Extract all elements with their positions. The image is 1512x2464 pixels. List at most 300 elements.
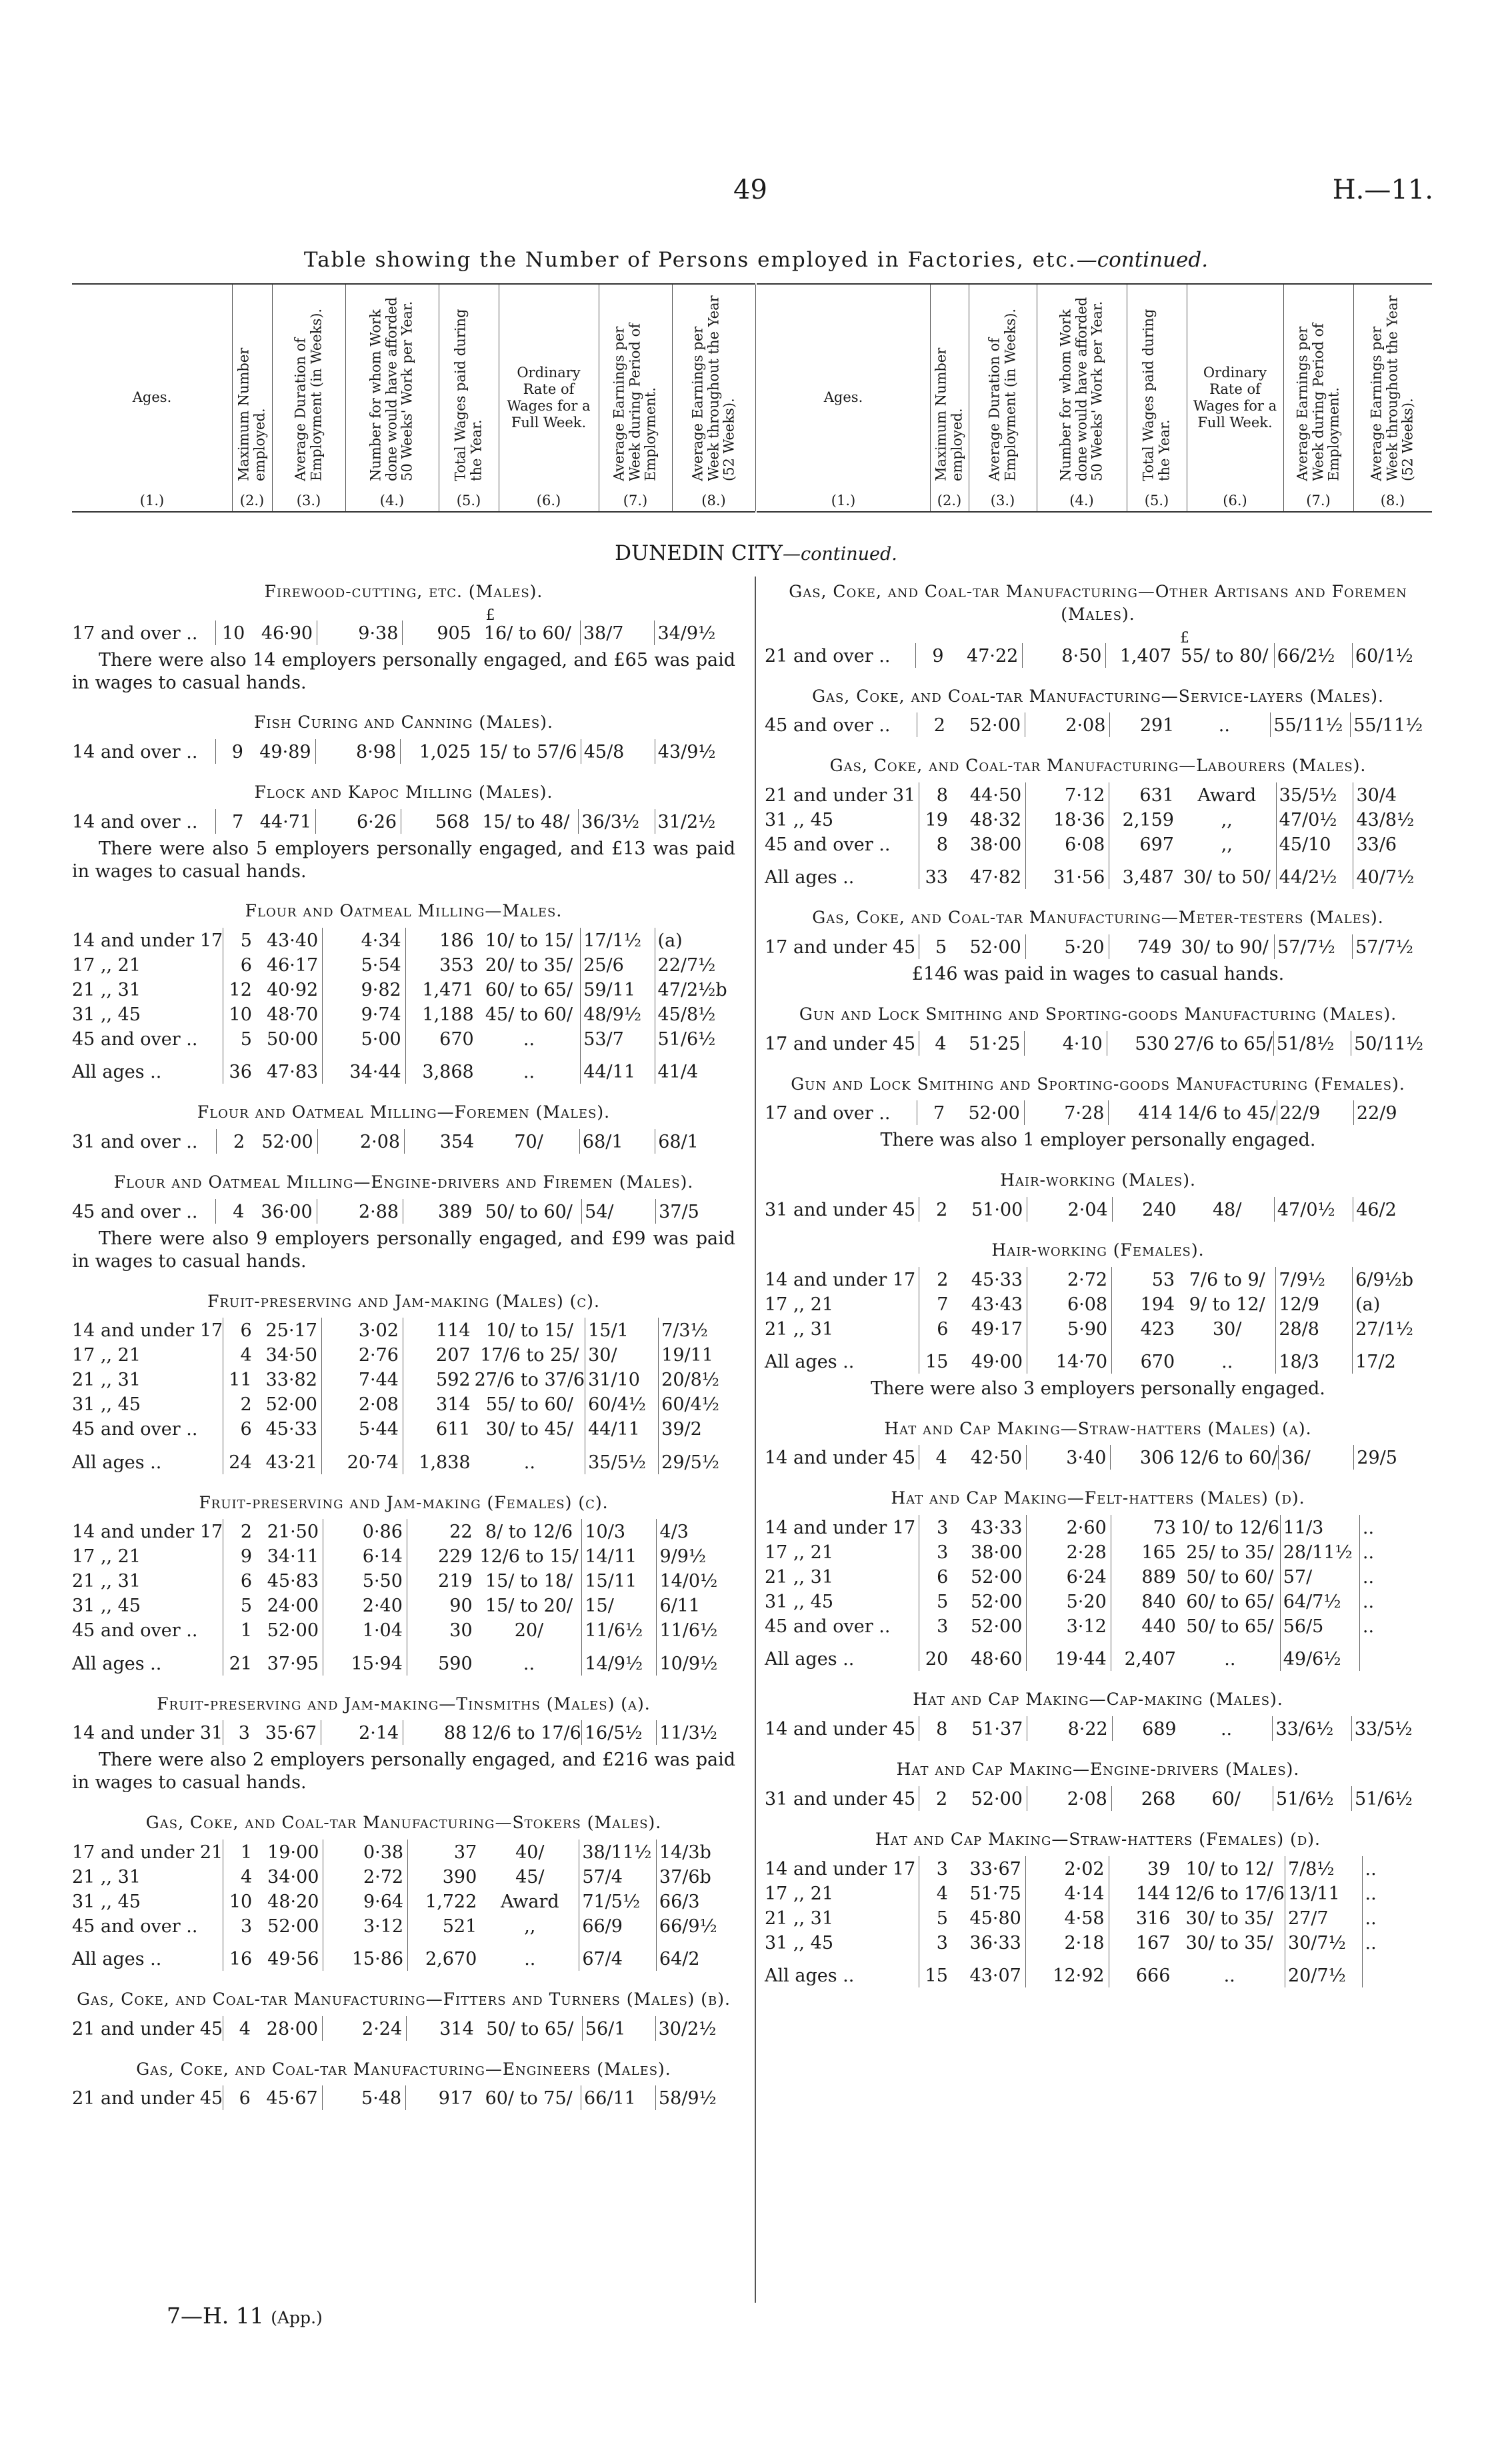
cell: 31 and over .. [72,1132,198,1153]
cell: 14/0½ [657,1568,735,1593]
cell: 27/6 to 65/ [1173,1033,1273,1054]
cell: 30/ to 50/ [1183,867,1271,888]
cell: 45/8 [581,739,655,764]
cell: 27/7 [1285,1905,1362,1930]
cell: 14 and under 17 [765,1518,916,1539]
cell: 9/ to 12/ [1189,1294,1265,1315]
table-row [765,1316,1431,1341]
cell: 42·50 [970,1448,1023,1469]
cell: 530 [1107,1031,1173,1056]
cell: 66/3 [656,1889,735,1913]
cell: .. [1224,1649,1236,1670]
cell: 2·72 [1027,1267,1112,1292]
left-section-0 [72,581,735,694]
left-section-6 [72,1290,735,1474]
header-num-1: (1.) [139,493,165,509]
cell: .. [1218,715,1230,736]
cell: 1 [223,1840,256,1864]
total-row [72,1938,735,1971]
table-row [72,1889,735,1913]
cell: 48/ [1213,1199,1242,1220]
cell: 43·07 [969,1965,1021,1987]
cell: 52·00 [969,715,1021,736]
cell: 51/6½ [1273,1786,1351,1811]
cell: 306 [1111,1445,1179,1470]
cell: 17 ,, 21 [72,1345,141,1366]
cell: 17 ,, 21 [72,1546,141,1568]
cell: 167 [1109,1930,1174,1955]
cell: All ages .. [72,1653,162,1674]
cell: 2 [919,1786,951,1811]
cell: 7 [919,1292,953,1316]
cell: 2·60 [1027,1515,1111,1540]
table-row [72,1026,735,1051]
cell: .. [1362,1856,1431,1881]
cell: 18·36 [1026,807,1109,832]
table-row [72,1840,735,1864]
cell: 52·00 [971,1567,1023,1588]
right-section-12 [765,1828,1431,1987]
cell: 21 ,, 31 [72,1370,141,1391]
cell: 7·12 [1026,782,1109,807]
section-table [765,1197,1431,1222]
header-col6-right: Ordinary Rate of Wages for a Full Week. [1187,285,1284,511]
cell: 36·00 [261,1201,313,1222]
cell: 55/ to 60/ [485,1394,573,1416]
cell: 2·18 [1025,1930,1109,1955]
cell: 14 and under 17 [765,1269,916,1290]
section-title: Flour and Oatmeal Milling—Foremen (Males). [197,1102,611,1122]
cell: 9 [916,643,948,668]
total-row [72,1643,735,1676]
cell: 21 ,, 31 [765,1567,834,1588]
cell: 10/9½ [657,1643,735,1676]
cell: 7·44 [321,1367,403,1392]
cell: 15·94 [323,1643,407,1676]
cell: 4·58 [1025,1905,1109,1930]
cell: 14 and over .. [72,742,198,763]
table-row [765,1614,1431,1638]
section-table [765,782,1431,889]
cell: 30/ to 90/ [1181,937,1269,958]
section-title: Gun and Lock Smithing and Sporting-goods Manufacturing (Males). [799,1004,1397,1024]
cell: .. [523,1452,535,1473]
cell: 15/ to 20/ [485,1596,573,1617]
cell: 52·00 [968,1103,1020,1124]
cell: 31 ,, 45 [72,1004,141,1026]
cell: 2·28 [1027,1540,1111,1564]
right-section-8 [765,1418,1431,1470]
table-row [72,977,735,1002]
cell: 45 and over .. [72,1620,198,1642]
cell: 14/3b [656,1840,735,1864]
section-title: Gas, Coke, and Coal-tar Manufacturing—Fitters and Turners (Males) (b). [77,1989,731,2009]
cell: 2·88 [317,1199,403,1224]
table-row [765,782,1431,807]
cell: 7/8½ [1285,1856,1362,1881]
cell: 11/3½ [657,1720,735,1745]
cell: 15/ [582,1593,657,1618]
section-title: Fruit-preserving and Jam-making (Females) (c). [199,1492,609,1512]
cell: 592 [403,1367,474,1392]
section-table [72,1129,735,1154]
cell: 14 and under 17 [72,930,223,952]
cell: 52·00 [267,1915,319,1937]
cell: 14 and under 17 [765,1858,916,1879]
column-divider [755,577,756,2303]
cell: 60/4½ [585,1392,659,1416]
cell: 21 ,, 31 [72,1571,141,1592]
cell: 3 [223,1913,256,1938]
cell: 1,722 [408,1889,481,1913]
cell: 15 [919,1955,951,1987]
cell: 43/8½ [1353,807,1431,832]
cell: 6 [223,1568,256,1593]
cell: 21 ,, 31 [765,1907,834,1929]
cell: 1 [223,1618,256,1642]
cell: 440 [1111,1614,1180,1638]
cell: 9 [215,739,247,764]
cell: 2·14 [321,1720,403,1745]
section-table [72,2085,735,2110]
cell: 7 [917,1100,949,1125]
section-table [765,1100,1431,1125]
header-col7-right: Average Earnings per Week during Period of Employment. (7.) [1283,285,1354,511]
page-number: 49 [733,175,767,205]
cell: 521 [408,1913,481,1938]
cell: 17 and over .. [765,1103,891,1124]
cell: 49·89 [259,742,311,763]
cell: 1,407 [1106,643,1175,668]
cell: 55/11½ [1351,712,1431,737]
cell: 2,159 [1109,807,1178,832]
cell: 4·34 [323,928,405,952]
table-row [765,1564,1431,1589]
cell: .. [1359,1515,1431,1540]
cell: 34·44 [323,1051,405,1084]
cell: .. [1362,1881,1431,1905]
section-table [765,1515,1431,1671]
cell: 35·67 [265,1723,317,1744]
table-title-continued: —continued. [1076,248,1209,272]
cell: 28·00 [266,2018,319,2039]
cell: 45·80 [969,1907,1021,1929]
cell: 2·08 [317,1129,404,1154]
table-row [72,1129,735,1154]
table-row [72,809,735,834]
cell: 21 and under 45 [72,2088,223,2109]
cell: 6 [223,1416,256,1441]
table-row [765,1589,1431,1614]
cell: 3·12 [323,1913,408,1938]
cell: 17 and over .. [72,622,198,644]
section-note: £146 was paid in wages to casual hands. [911,964,1285,985]
section-title: Hat and Cap Making—Cap-making (Males). [913,1690,1283,1710]
cell: 20/ to 35/ [485,955,573,976]
cell: 3 [919,1930,951,1955]
cell: 40/7½ [1353,856,1431,889]
cell: 14 and under 45 [765,1448,916,1469]
left-section-1 [72,711,735,764]
cell: 17 and under 45 [765,1033,916,1054]
cell: 47/0½ [1276,807,1353,832]
cell: 10 [223,1889,256,1913]
table-title-text: Table showing the Number of Persons employed in Factories, etc. [303,248,1077,272]
cell: 6/11 [657,1593,735,1618]
cell: 10 [215,620,249,645]
table-row [765,832,1431,856]
cell: 17 and under 45 [765,937,916,958]
cell: 6·08 [1026,832,1109,856]
cell: 12/6 to 15/ [479,1546,579,1568]
section-table [765,1445,1431,1470]
cell: 2 [917,712,949,737]
cell: 33/6 [1353,832,1431,856]
cell: 3·12 [1027,1614,1111,1638]
cell: 33 [919,856,952,889]
cell: 44/11 [581,1051,655,1084]
cell: 68/1 [579,1129,655,1154]
cell: 45·67 [266,2088,318,2109]
section-table [72,809,735,834]
cell: 2·24 [323,2016,407,2041]
cell: 16/ to 60/ [483,622,571,644]
cell: 31 ,, 45 [765,810,834,831]
cell: 3,868 [405,1051,477,1084]
cell: 37/6b [656,1864,735,1889]
cell: 25·17 [265,1320,317,1342]
cell: 52·00 [265,1394,317,1416]
cell: 44/2½ [1276,856,1353,889]
cell: 31 and under 45 [765,1199,916,1220]
cell: 3,487 [1109,856,1178,889]
left-section-10 [72,1988,735,2041]
cell: 22 [407,1519,476,1544]
table-row [72,2085,735,2110]
cell: 6 [223,2085,255,2110]
section-title: Hat and Cap Making—Engine-drivers (Males). [896,1760,1300,1780]
section-table [765,934,1431,959]
cell: 35/5½ [585,1442,659,1474]
cell: 53 [1112,1267,1179,1292]
cell: 35/5½ [1276,782,1353,807]
cell: 22/9 [1353,1100,1431,1125]
cell: 43·21 [265,1452,317,1473]
cell: 19·44 [1027,1638,1111,1671]
cell: 5·50 [323,1568,407,1593]
cell: Award [1197,785,1257,806]
table-row [765,1881,1431,1905]
cell: 2·08 [1027,1786,1111,1811]
cell: 30/ to 45/ [485,1419,573,1440]
left-section-11 [72,2058,735,2111]
cell: 43·43 [971,1294,1023,1315]
cell: 354 [405,1129,479,1154]
header-col8-right: Average Earnings per Week throughout the Year (52 Weeks). (8.) [1368,295,1416,509]
cell: 31 and under 45 [765,1789,916,1810]
cell: 7/9½ [1276,1267,1353,1292]
cell: 5 [919,1905,951,1930]
cell: 240 [1112,1197,1180,1222]
cell: 21 ,, 31 [765,1318,834,1340]
cell: 45·33 [265,1419,317,1440]
cell: 21 ,, 31 [72,1866,141,1887]
section-title: Gas, Coke, and Coal-tar Manufacturing—Meter-testers (Males). [812,908,1384,928]
cell: 51·37 [971,1719,1023,1740]
cell: 7·28 [1024,1100,1109,1125]
cell: 50/ to 60/ [485,1201,573,1222]
cell: 5 [919,1589,953,1614]
right-section-9 [765,1487,1431,1671]
cell: 49·56 [267,1948,319,1969]
cell: 3·40 [1027,1445,1111,1470]
table-row [72,1519,735,1544]
cell: 7/3½ [659,1318,735,1342]
section-title: Hat and Cap Making—Straw-hatters (Males) (a). [884,1418,1312,1438]
cell: 611 [403,1416,474,1441]
header-col8: Average Earnings per Week throughout the Year (52 Weeks). (8.) [672,285,756,511]
cell: 697 [1109,832,1178,856]
cell: 45/ [515,1866,545,1887]
cell: 47·22 [967,645,1019,666]
cell: 37·95 [267,1653,319,1674]
cell: 48·70 [266,1004,319,1026]
table-row [765,1292,1431,1316]
cell: 2,407 [1111,1638,1180,1671]
cell: 15/11 [582,1568,657,1593]
cell: 2·08 [321,1392,403,1416]
total-row [765,1341,1431,1374]
section-table [765,712,1431,737]
cell: 414 [1109,1100,1177,1125]
cell: 9·74 [323,1002,405,1026]
cell: 20 [919,1638,953,1671]
section-title: Hat and Cap Making—Felt-hatters (Males) (d). [891,1488,1305,1508]
section-table [72,1720,735,1745]
cell: 4 [919,1445,951,1470]
cell: 353 [405,952,477,977]
cell: 16/5½ [581,1720,656,1745]
cell: 25/ to 35/ [1186,1542,1274,1564]
cell: 56/1 [582,2016,655,2041]
section-note: There were also 9 employers personally engaged, and £99 was paid in wages to casual hands. [72,1228,735,1272]
cell: 43/9½ [655,739,735,764]
cell: 10/ to 12/6 [1180,1518,1280,1539]
cell: 17/2 [1353,1341,1431,1374]
header-col4: Number for whom Work done would have afforded 50 Weeks' Work per Year. (4.) [345,285,439,511]
cell: 749 [1109,934,1176,959]
cell: 1,188 [405,1002,477,1026]
cell: 2,670 [408,1938,481,1971]
table-row [72,739,735,764]
header-col2: Maximum Number employed. (2.) [232,285,273,511]
cell: 917 [406,2085,477,2110]
right-section-2 [765,754,1431,889]
cell: 38/7 [580,620,655,645]
cell: 17 ,, 21 [765,1542,834,1564]
cell: 40/ [515,1842,545,1863]
cell: 6 [223,952,256,977]
cell: 29/5½ [659,1442,735,1474]
cell: 51·75 [969,1883,1021,1904]
cell: 46·90 [261,622,313,644]
cell: 9·38 [317,620,403,645]
cell: 114 [403,1318,474,1342]
cell: 2·08 [1025,712,1110,737]
cell: 590 [407,1643,476,1676]
right-section-3 [765,906,1431,986]
cell: 0·38 [323,1840,408,1864]
cell: 41/4 [655,1051,735,1084]
table-row [72,1720,735,1745]
cell: 45 and over .. [72,1029,198,1050]
cell: 6 [223,1318,256,1342]
cell: 60/ to 65/ [485,980,573,1001]
cell: 4·14 [1025,1881,1109,1905]
section-table [72,1318,735,1474]
cell: 34·00 [267,1866,319,1887]
cell: 6·24 [1027,1564,1111,1589]
cell: 4 [223,2016,255,2041]
cell: 20/7½ [1285,1955,1362,1987]
header-col2-right: Maximum Number employed. (2.) [930,285,969,511]
cell: 90 [407,1593,476,1618]
cell: 670 [405,1026,477,1051]
pound-sign: £ [485,607,495,624]
cell: 17 and under 21 [72,1842,223,1863]
cell: .. [1362,1905,1431,1930]
cell: 314 [403,1392,474,1416]
cell: 3·02 [321,1318,403,1342]
cell: 24·00 [267,1596,319,1617]
cell: 22/7½ [655,952,735,977]
section-note: There were also 5 employers personally engaged, and £13 was paid in wages to casual hands. [72,838,735,882]
cell: 17 ,, 21 [765,1883,834,1904]
table-row [765,1100,1431,1125]
cell: 3 [919,1515,953,1540]
right-section-7 [765,1239,1431,1400]
cell: 21·50 [267,1522,319,1543]
table-row [72,2016,735,2041]
table-row [72,1002,735,1026]
cell: 4 [216,1199,249,1224]
cell: 6·14 [323,1544,407,1568]
cell: 37 [408,1840,481,1864]
cell: 11/3 [1280,1515,1359,1540]
cell: .. [523,1653,535,1674]
cell: 39 [1109,1856,1174,1881]
cell: 15/ to 18/ [485,1571,573,1592]
cell: 17 ,, 21 [72,955,141,976]
section-title: Fruit-preserving and Jam-making—Tinsmiths (Males) (a). [157,1694,651,1714]
cell: 30/ to 35/ [1185,1932,1273,1953]
cell: 25/6 [581,952,655,977]
cell: 21 ,, 31 [72,980,141,1001]
cell: 316 [1109,1905,1174,1930]
cell: 6/9½b [1353,1267,1431,1292]
cell: 28/11½ [1280,1540,1359,1564]
cell: 38·00 [971,1542,1023,1564]
section-note: There were also 3 employers personally engaged. [871,1378,1325,1399]
table-row [72,1416,735,1441]
cell: 67/4 [579,1938,657,1971]
section-title: Gas, Coke, and Coal-tar Manufacturing—Engineers (Males). [136,2059,671,2079]
cell: 8 [919,782,952,807]
cell: (a) [655,928,735,952]
cell: 58/9½ [655,2085,735,2110]
cell: 45 and over .. [765,1616,891,1638]
table-row [72,1913,735,1938]
